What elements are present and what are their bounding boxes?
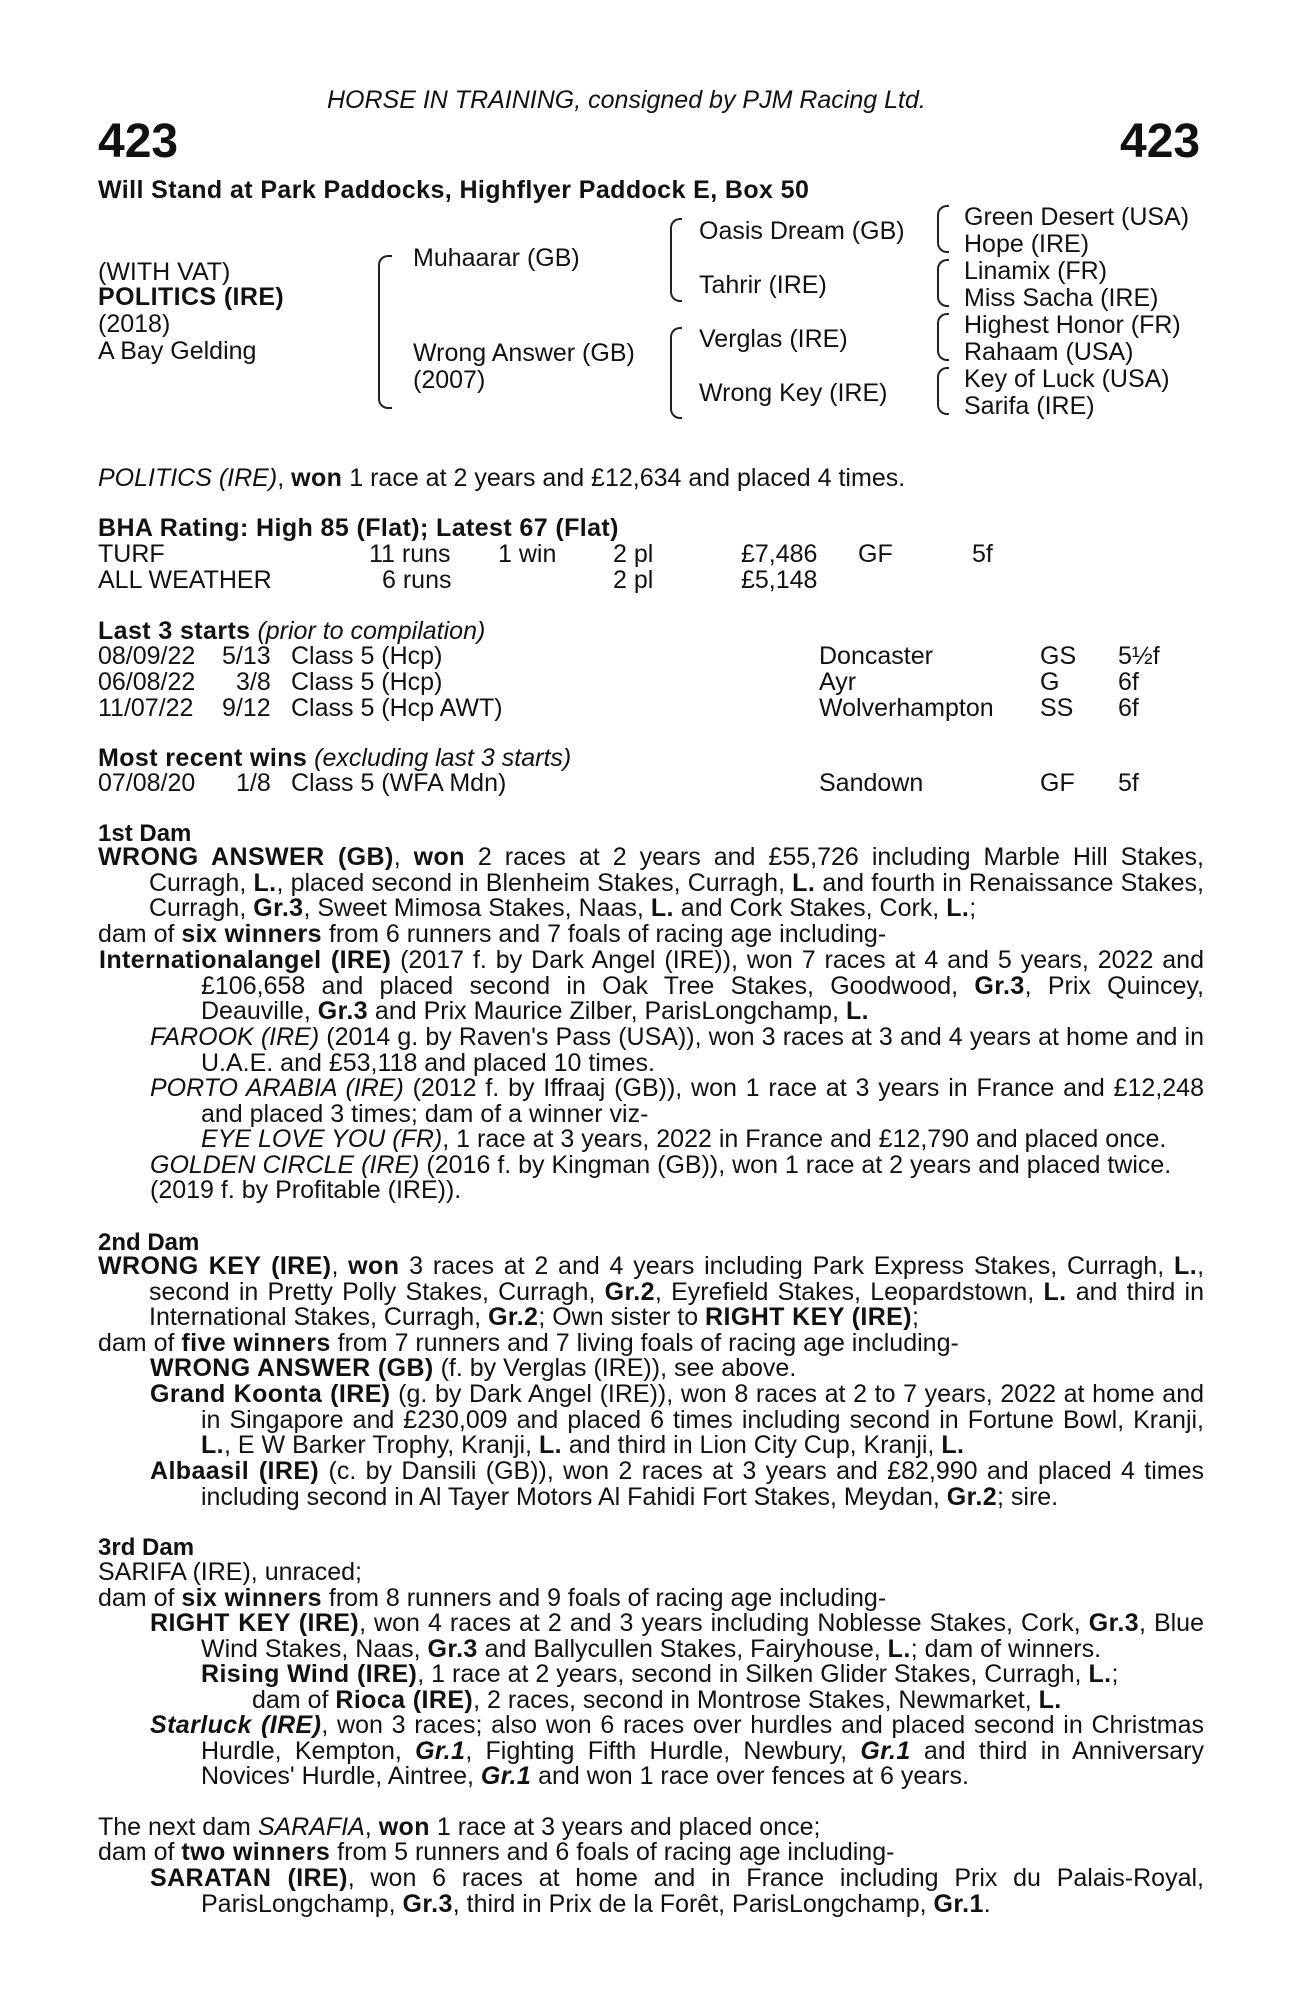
produce-eye-love-you: EYE LOVE YOU (FR), 1 race at 3 years, 2022 in France and £12,790 and placed once.: [201, 1125, 1167, 1153]
horse-year: (2018): [98, 310, 171, 338]
produce-grand-koonta: Grand Koonta (IRE) (g. by Dark Angel (IRE)), won 8 races at 2 to 7 years, 2022 at home and in Singapore and £230,009 and placed 6 times including second in Fortune Bowl, Kranji, L., E W Barker Trophy, Kranji, L. and third in Lion City Cup, Kranji, L.: [150, 1380, 1204, 1460]
produce-right-key: RIGHT KEY (IRE), won 4 races at 2 and 3 years including Noblesse Stakes, Cork, Gr.3, Blue Wind Stakes, Naas, Gr.3 and Ballycullen Stakes, Fairyhouse, L.; dam of winners.: [150, 1609, 1204, 1663]
race-summary: POLITICS (IRE), won 1 race at 2 years and £12,634 and placed 4 times.: [98, 464, 906, 492]
horse-description: A Bay Gelding: [98, 337, 257, 365]
produce-rioca: dam of Rioca (IRE), 2 races, second in Montrose Stakes, Newmarket, L.: [252, 1686, 1062, 1714]
produce-porto-arabia: PORTO ARABIA (IRE) (2012 f. by Iffraaj (GB)), won 1 race at 3 years in France and £12,248 and placed 3 times; dam of a winner viz-: [150, 1074, 1204, 1128]
pedigree-brace-g3: [937, 313, 949, 361]
horse-name: POLITICS (IRE): [98, 283, 285, 311]
second-dam-produce-intro: dam of five winners from 7 runners and 7 living foals of racing age including-: [98, 1329, 959, 1357]
vat-note: (WITH VAT): [98, 258, 231, 286]
pedigree-g2: Hope (IRE): [964, 230, 1090, 258]
pedigree-g4: Miss Sacha (IRE): [964, 284, 1159, 312]
pedigree-brace-dam: [670, 327, 682, 419]
pedigree-brace-main: [378, 255, 392, 409]
pedigree-g3: Linamix (FR): [964, 257, 1108, 285]
pedigree-g8: Sarifa (IRE): [964, 392, 1095, 420]
pedigree-brace-g2: [937, 259, 949, 307]
lot-number-left: 423: [98, 115, 179, 168]
consignment-line: HORSE IN TRAINING, consigned by PJM Racing Ltd.: [327, 86, 926, 114]
last3-heading: Last 3 starts (prior to compilation): [98, 617, 486, 645]
produce-farook: FAROOK (IRE) (2014 g. by Raven's Pass (USA)), won 3 races at 3 and 4 years at home and in U.A.E. and £53,118 and placed 10 times.: [150, 1023, 1205, 1077]
stand-location: Will Stand at Park Paddocks, Highflyer Paddock E, Box 50: [98, 176, 810, 204]
pedigree-sire-sire: Oasis Dream (GB): [699, 217, 905, 245]
second-dam-heading: 2nd Dam: [98, 1229, 200, 1256]
second-dam-paragraph: WRONG KEY (IRE), won 3 races at 2 and 4 years including Park Express Stakes, Curragh, L., second in Pretty Polly Stakes, Curragh, Gr.2, Eyrefield Stakes, Leopardstown, L. and third in International Stakes, Curragh, Gr.2; Own sister to RIGHT KEY (IRE);: [98, 1252, 1205, 1332]
produce-wrong-answer: WRONG ANSWER (GB) (f. by Verglas (IRE)), see above.: [150, 1354, 797, 1382]
produce-albaasil: Albaasil (IRE) (c. by Dansili (GB)), won 2 races at 3 years and £82,990 and placed 4 times including second in Al Tayer Motors Al Fahidi Fort Stakes, Meydan, Gr.2; sire.: [150, 1457, 1204, 1511]
produce-internationalangel: Internationalangel (IRE) (2017 f. by Dark Angel (IRE)), won 7 races at 4 and 5 years, 2022 and £106,658 and placed second in Oak Tree Stakes, Goodwood, Gr.3, Prix Quincey, Deauville, Gr.3 and Prix Maurice Zilber, ParisLongchamp, L.: [99, 946, 1204, 1026]
next-dam-line: The next dam SARAFIA, won 1 race at 3 years and placed once;: [98, 1813, 821, 1841]
pedigree-g5: Highest Honor (FR): [964, 311, 1181, 339]
summary-horse-name: POLITICS (IRE): [98, 464, 278, 492]
pedigree-brace-g4: [937, 367, 949, 415]
lot-number-right: 423: [1120, 115, 1201, 168]
pedigree-dam: Wrong Answer (GB): [413, 339, 635, 367]
third-dam-produce-intro: dam of six winners from 8 runners and 9 foals of racing age including-: [98, 1584, 887, 1612]
pedigree-dam-year: (2007): [413, 366, 486, 394]
third-dam-line: SARIFA (IRE), unraced;: [98, 1558, 362, 1586]
bha-rating-title: BHA Rating: High 85 (Flat); Latest 67 (Flat): [98, 514, 619, 542]
first-dam-heading: 1st Dam: [98, 820, 192, 847]
pedigree-dam-sire: Verglas (IRE): [699, 325, 848, 353]
pedigree-brace-g1: [937, 205, 949, 253]
pedigree-sire-dam: Tahrir (IRE): [699, 271, 827, 299]
produce-golden-circle: GOLDEN CIRCLE (IRE) (2016 f. by Kingman (GB)), won 1 race at 2 years and placed twice.: [150, 1151, 1172, 1179]
pedigree-g1: Green Desert (USA): [964, 203, 1190, 231]
produce-rising-wind: Rising Wind (IRE), 1 race at 2 years, second in Silken Glider Stakes, Curragh, L.;: [201, 1660, 1119, 1688]
pedigree-brace-sire: [670, 218, 682, 302]
produce-2019-filly: (2019 f. by Profitable (IRE)).: [150, 1176, 462, 1204]
third-dam-heading: 3rd Dam: [98, 1534, 195, 1561]
produce-saratan: SARATAN (IRE), won 6 races at home and in France including Prix du Palais-Royal, ParisLongchamp, Gr.3, third in Prix de la Forêt, ParisLongchamp, Gr.1.: [150, 1864, 1204, 1918]
produce-starluck: Starluck (IRE), won 3 races; also won 6 races over hurdles and placed second in Christmas Hurdle, Kempton, Gr.1, Fighting Fifth Hurdle, Newbury, Gr.1 and third in Anniversary Novices' Hurdle, Aintree, Gr.1 and won 1 race over fences at 6 years.: [150, 1711, 1205, 1791]
first-dam-paragraph: WRONG ANSWER (GB), won 2 races at 2 years and £55,726 including Marble Hill Stakes, Curragh, L., placed second in Blenheim Stakes, Curragh, L. and fourth in Renaissance Stakes, Curragh, Gr.3, Sweet Mimosa Stakes, Naas, L. and Cork Stakes, Cork, L.;: [98, 843, 1204, 923]
pedigree-dam-dam: Wrong Key (IRE): [699, 379, 888, 407]
pedigree-g7: Key of Luck (USA): [964, 365, 1170, 393]
next-dam-produce-intro: dam of two winners from 5 runners and 6 foals of racing age including-: [98, 1838, 895, 1866]
pedigree-g6: Rahaam (USA): [964, 338, 1134, 366]
pedigree-sire: Muhaarar (GB): [413, 244, 580, 272]
recent-wins-heading: Most recent wins (excluding last 3 starts): [98, 744, 572, 772]
first-dam-produce-intro: dam of six winners from 6 runners and 7 foals of racing age including-: [98, 920, 887, 948]
